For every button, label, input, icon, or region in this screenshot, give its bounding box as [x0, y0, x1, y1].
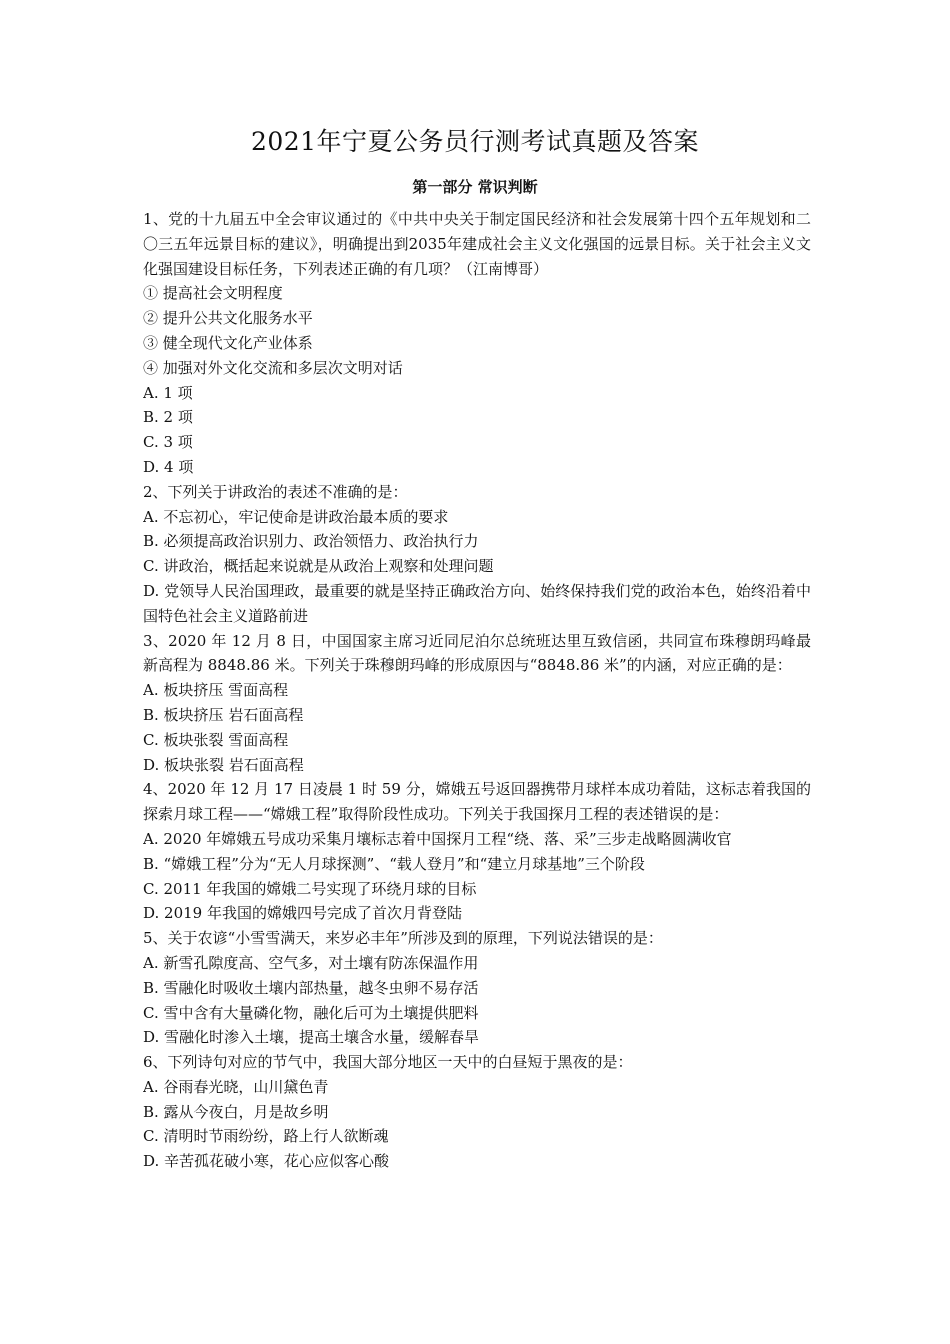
question-stem: 6、下列诗句对应的节气中，我国大部分地区一天中的白昼短于黑夜的是：: [143, 1053, 633, 1072]
question-2: [143, 480, 811, 629]
question-5: [143, 926, 811, 1050]
question-stem: 5、关于农谚“小雪雪满天，来岁必丰年”所涉及到的原理，下列说法错误的是：: [143, 929, 663, 948]
question-1: [143, 207, 811, 480]
answer-option-a: A. 新雪孔隙度高、空气多，对土壤有防冻保温作用: [143, 953, 479, 972]
answer-option-d: D. 辛苦孤花破小寒，花心应似客心酸: [143, 1152, 390, 1171]
answer-option-a: A. 谷雨春光晓，山川黛色青: [143, 1077, 329, 1096]
answer-option-d: D. 2019 年我国的嫦娥四号完成了首次月背登陆: [143, 904, 462, 923]
section-title: 第一部分 常识判断: [412, 178, 538, 196]
answer-option-c: C. 讲政治，概括起来说就是从政治上观察和处理问题: [143, 557, 494, 576]
answer-option-a: A. 不忘初心，牢记使命是讲政治最本质的要求: [143, 507, 449, 526]
answer-option-b: B. 板块挤压 岩石面高程: [143, 705, 304, 724]
answer-option-c: C. 清明时节雨纷纷，路上行人欲断魂: [143, 1127, 389, 1146]
statement-item: ② 提升公共文化服务水平: [143, 309, 313, 328]
question-stem: 2、下列关于讲政治的表述不准确的是：: [143, 482, 408, 501]
statement-item: ④ 加强对外文化交流和多层次文明对话: [143, 358, 403, 377]
answer-option-b: B. “嫦娥工程”分为“无人月球探测”、“载人登月”和“建立月球基地”三个阶段: [143, 854, 645, 873]
answer-option-c: C. 2011 年我国的嫦娥二号实现了环绕月球的目标: [143, 879, 477, 898]
answer-option-d: D. 党领导人民治国理政，最重要的就是坚持正确政治方向、始终保持我们党的政治本色，始终沿着中国特色社会主义道路前进: [143, 581, 811, 625]
question-stem: 1、党的十九届五中全会审议通过的《中共中央关于制定国民经济和社会发展第十四个五年规划和二〇三五年远景目标的建议》，明确提出到2035年建成社会主义文化强国的远景目标。关于社会主义文化强国建设目标任务，下列表述正确的有几项？（江南博哥）: [143, 210, 811, 278]
question-4: [143, 777, 811, 926]
answer-option-d: D. 板块张裂 岩石面高程: [143, 755, 304, 774]
document-title: 2021年宁夏公务员行测考试真题及答案: [250, 127, 700, 156]
statement-item: ③ 健全现代文化产业体系: [143, 333, 313, 352]
answer-option-a: A. 板块挤压 雪面高程: [143, 681, 289, 700]
answer-option-c: C. 板块张裂 雪面高程: [143, 730, 289, 749]
statement-item: ① 提高社会文明程度: [143, 284, 283, 303]
question-stem: 4、2020 年 12 月 17 日凌晨 1 时 59 分，嫦娥五号返回器携带月球样本成功着陆，这标志着我国的探索月球工程——“嫦娥工程”取得阶段性成功。下列关于我国探月工程的表述错误的是：: [143, 780, 811, 824]
question-stem: 3、2020 年 12 月 8 日，中国国家主席习近同尼泊尔总统班达里互致信函，共同宣布珠穆朗玛峰最新高程为 8848.86 米。下列关于珠穆朗玛峰的形成原因与“8848.86 米”的内涵，对应正确的是：: [143, 631, 811, 675]
answer-option-a: A. 2020 年嫦娥五号成功采集月壤标志着中国探月工程“绕、落、采”三步走战略圆满收官: [143, 829, 732, 848]
answer-option-b: B. 必须提高政治识别力、政治领悟力、政治执行力: [143, 532, 479, 551]
answer-option-b: B. 露从今夜白，月是故乡明: [143, 1102, 329, 1121]
answer-option-b: B. 2 项: [143, 408, 193, 427]
answer-option-b: B. 雪融化时吸收土壤内部热量，越冬虫卵不易存活: [143, 978, 479, 997]
question-6: [143, 1050, 811, 1174]
question-list: [143, 207, 811, 1174]
answer-option-c: C. 3 项: [143, 433, 193, 452]
answer-option-a: A. 1 项: [143, 383, 193, 402]
answer-option-d: D. 4 项: [143, 457, 194, 476]
answer-option-c: C. 雪中含有大量磷化物，融化后可为土壤提供肥料: [143, 1003, 479, 1022]
question-3: [143, 629, 811, 778]
answer-option-d: D. 雪融化时渗入土壤，提高土壤含水量，缓解春旱: [143, 1028, 480, 1047]
